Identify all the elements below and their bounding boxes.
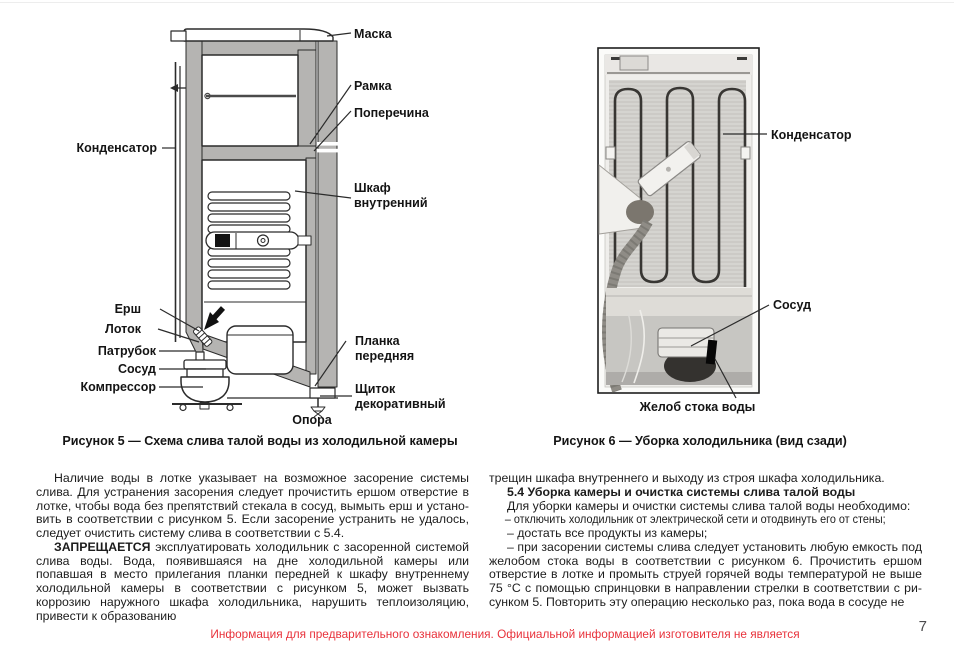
body-paragraph: Наличие воды в лотке указывает на возможное засорение системы слива. Для устранения засорения следует прочистить ершом отверстие в лотке, чтобы вода без препятствий стекала в сосуд, вымыть ерш и установить в соответствии с рисунком 5. Если засорение устранить не удалось, следует очистить систему слива в соответствии с 5.4.: [36, 471, 469, 540]
fig6-label-kondensator: Конденсатор: [771, 128, 852, 142]
fig5-label-kondensator: Конденсатор: [76, 141, 157, 155]
body-paragraph: трещин шкафа внутреннего и выходу из строя шкафа холодильника.: [489, 471, 885, 485]
body-paragraph-text: эксплуатировать холодильник с засоренной системой слива воды. Вода, появившаяся на дне холодильной камеры или попавшая в место прилегания планки передней к шкафу внутреннему холодильной камеры в соответствии с рисунком 5, может вызвать коррозию наружного шкафа холодильника, нарушить теплоизоляцию, привести к образованию: [36, 539, 469, 623]
figure5-caption: Рисунок 5 — Схема слива талой воды из холодильной камеры: [62, 434, 458, 448]
fig5-label-planka-perednyaya: Планка передняя: [355, 334, 415, 363]
fig6-label-sosud: Сосуд: [773, 298, 812, 312]
body-column-right: [489, 472, 922, 610]
disclaimer-text: Информация для предварительного ознакомления. Официальной информацией изготовителя не является: [210, 627, 800, 641]
fig5-drawing: [170, 29, 338, 417]
fig5-label-lotok: Лоток: [105, 322, 141, 336]
list-item: – достать все продукты из камеры;: [507, 526, 708, 540]
fig5-label-ersh: Ерш: [114, 302, 141, 316]
fig5-label-shkaf-vnutrenniy: Шкаф внутренний: [354, 181, 428, 210]
fig5-label-kompressor: Компрессор: [80, 380, 156, 394]
fig5-label-shchitok-dekorativnyy: Щиток декоративный: [355, 382, 446, 411]
body-paragraph: Для уборки камеры и очистки системы слива талой воды необходимо:: [507, 498, 911, 513]
section-heading-5-4: 5.4 Уборка камеры и очистка системы слива талой воды: [507, 484, 856, 499]
fig5-label-opora: Опора: [292, 413, 332, 427]
fig5-label-sosud: Сосуд: [117, 362, 156, 376]
forbidden-keyword: ЗАПРЕЩАЕТСЯ: [54, 539, 151, 554]
fig5-label-maska: Маска: [354, 27, 392, 41]
figure6-caption: Рисунок 6 — Уборка холодильника (вид сзади): [553, 434, 847, 448]
fig6-photo: [598, 48, 759, 393]
list-item: – отключить холодильник от электрической сети и отодвинуть его от стены;: [504, 512, 886, 527]
fig5-label-patrubok: Патрубок: [97, 344, 156, 358]
body-column-left: [36, 472, 469, 623]
fig5-label-ramka: Рамка: [354, 79, 392, 93]
body-paragraph: – при засорении системы слива следует установить любую емкость под желобом стока воды в соответствии с рисунком 6. Прочистить ершом отверстие в лотке и промыть струей горячей воды температурой не выше 75 °С с помощью спринцовки в направлении стрелки в соответствии с рисунком 5. Повторить эту операцию несколько раз, пока вода в сосуде не: [489, 539, 922, 609]
body-paragraph: [36, 541, 469, 624]
page-number: 7: [918, 618, 927, 635]
fig6-label-zhelob-stoka-vody: Желоб стока воды: [639, 400, 756, 414]
fig5-label-poperechina: Поперечина: [354, 106, 429, 120]
